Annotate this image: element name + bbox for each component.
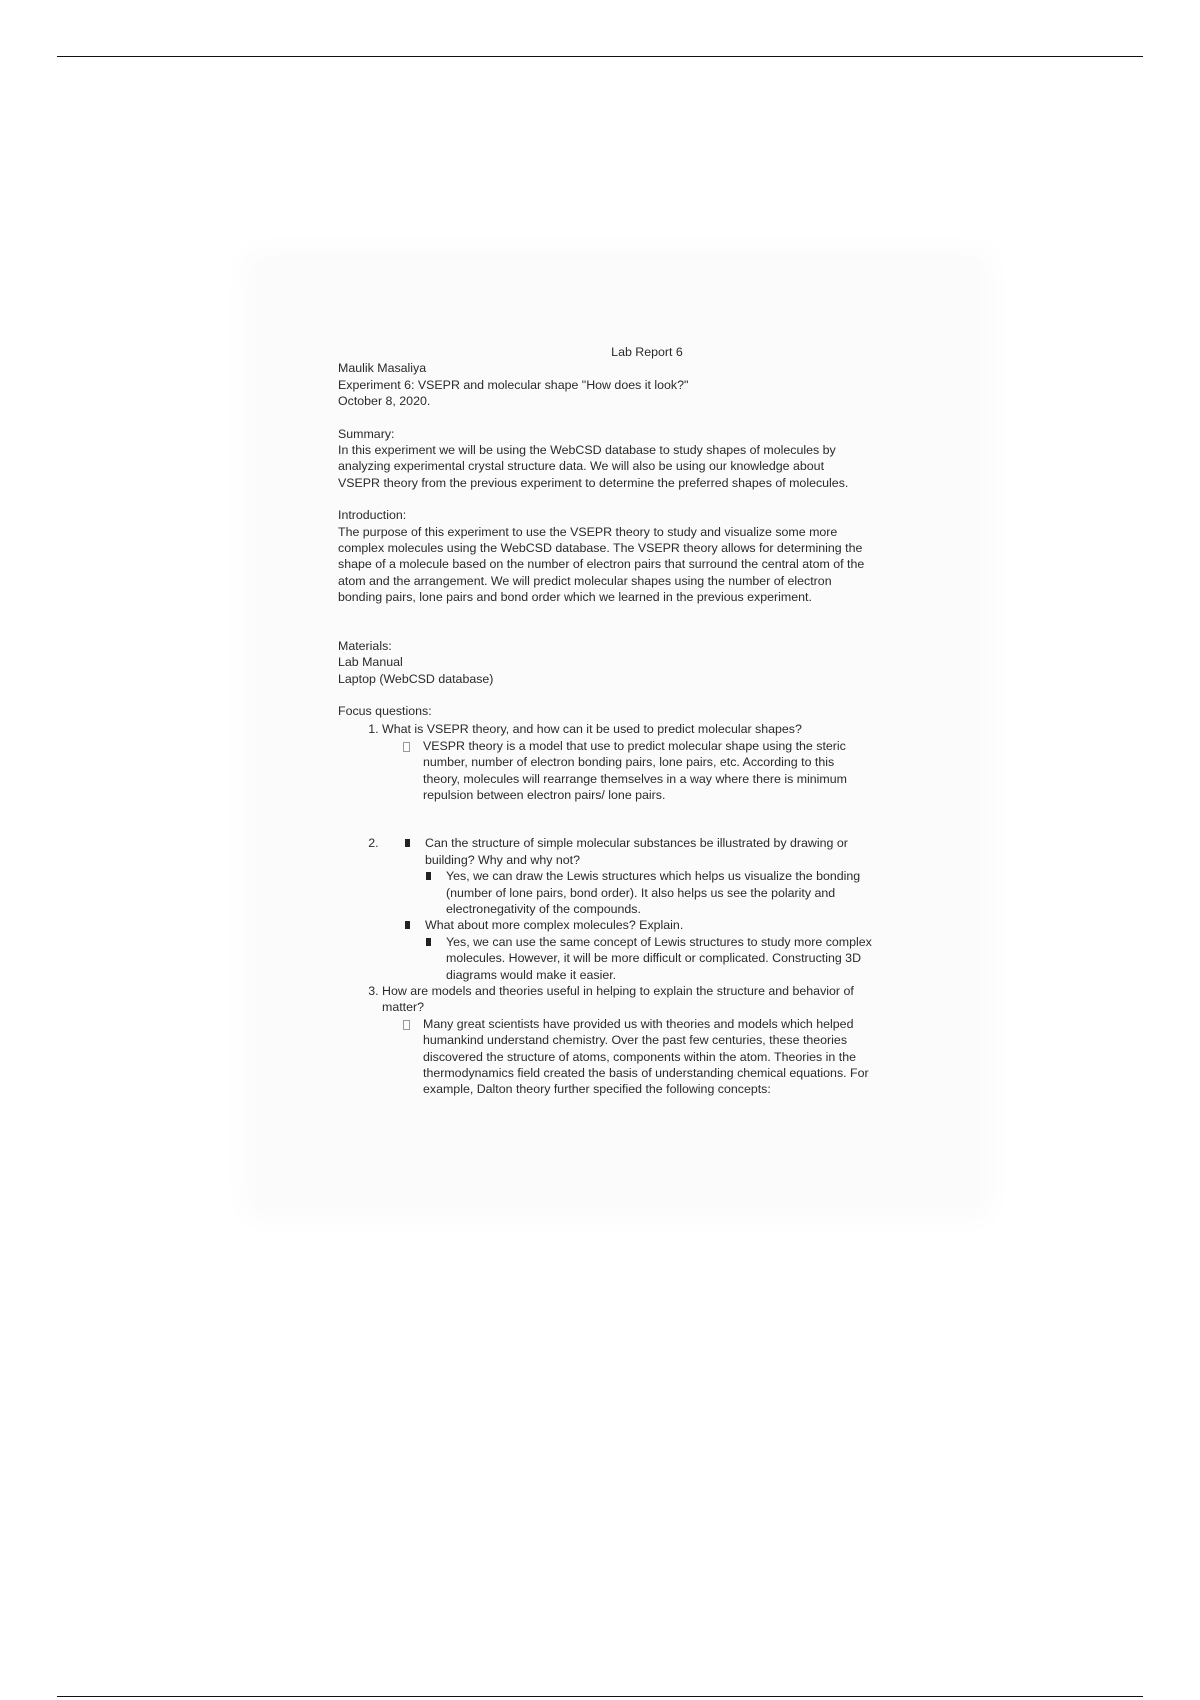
answer-line: humankind understand chemistry. Over the past few centuries, these theories	[423, 1033, 848, 1048]
focus-heading: Focus questions:	[338, 703, 432, 718]
answer-item	[382, 934, 956, 983]
materials-heading: Materials:	[338, 638, 392, 653]
summary-line: In this experiment we will be using the WebCSD database to study shapes of molecules by	[338, 443, 836, 458]
document-body	[338, 344, 956, 1098]
bullet-icon	[403, 1020, 410, 1030]
introduction-heading: Introduction:	[338, 508, 407, 523]
answer-line: (number of lone pairs, bond order). It also helps us see the polarity and	[446, 885, 836, 900]
summary-heading: Summary:	[338, 426, 395, 441]
focus-question-2	[382, 819, 956, 983]
answer-line: VESPR theory is a model that use to predict molecular shape using the steric	[423, 738, 846, 753]
answer-item	[382, 868, 956, 917]
answer-line: Yes, we can use the same concept of Lewis structures to study more complex	[446, 934, 872, 949]
answer-line: Yes, we can draw the Lewis structures which helps us visualize the bonding	[446, 869, 861, 884]
answer-line: diagrams would make it easier.	[446, 967, 617, 982]
sub-question	[382, 835, 956, 917]
introduction-line: atom and the arrangement. We will predict molecular shapes using the number of electron	[338, 573, 832, 588]
question-text: What is VSEPR theory, and how can it be used to predict molecular shapes?	[382, 722, 802, 737]
bullet-icon	[426, 872, 431, 880]
answer-line: repulsion between electron pairs/ lone pairs.	[423, 787, 666, 802]
introduction-line: complex molecules using the WebCSD database. The VSEPR theory allows for determining the	[338, 541, 863, 556]
answer-line: example, Dalton theory further specified the following concepts:	[423, 1082, 771, 1097]
report-date: October 8, 2020.	[338, 394, 431, 409]
bullet-icon	[426, 938, 431, 946]
answer-line: molecules. However, it will be more difficult or complicated. Constructing 3D	[446, 951, 862, 966]
answer-line: thermodynamics field created the basis of understanding chemical equations. For	[423, 1066, 869, 1081]
focus-questions-list	[338, 721, 956, 1098]
question-line: matter?	[382, 1000, 425, 1015]
answer-line: Many great scientists have provided us with theories and models which helped	[423, 1016, 854, 1031]
materials-item: Lab Manual	[338, 655, 403, 670]
answer-item	[380, 738, 956, 804]
top-rule	[57, 56, 1143, 57]
sub-question-line: Can the structure of simple molecular substances be illustrated by drawing or	[425, 836, 848, 851]
materials-item: Laptop (WebCSD database)	[338, 671, 494, 686]
sub-question-line: building? Why and why not?	[425, 852, 580, 867]
answer-line: electronegativity of the compounds.	[446, 901, 641, 916]
introduction-line: shape of a molecule based on the number of electron pairs that surround the central atom of the	[338, 557, 865, 572]
experiment-title: Experiment 6: VSEPR and molecular shape "How does it look?"	[338, 377, 689, 392]
focus-question-1	[382, 721, 956, 803]
document-title: Lab Report 6	[611, 345, 683, 359]
author-name: Maulik Masaliya	[338, 361, 427, 376]
question-line: How are models and theories useful in helping to explain the structure and behavior of	[382, 984, 854, 998]
answer-line: discovered the structure of atoms, components within the atom. Theories in the	[423, 1049, 856, 1064]
bottom-rule	[57, 1696, 1143, 1697]
answer-item	[380, 1016, 956, 1098]
focus-question-3	[382, 983, 956, 1098]
summary-line: VSEPR theory from the previous experiment to determine the preferred shapes of molecules.	[338, 475, 849, 490]
bullet-icon	[405, 921, 410, 929]
bullet-icon	[403, 742, 410, 752]
answer-line: number, number of electron bonding pairs, lone pairs, etc. According to this	[423, 755, 835, 770]
bullet-icon	[405, 839, 410, 847]
introduction-line: The purpose of this experiment to use the VSEPR theory to study and visualize some more	[338, 524, 838, 539]
introduction-line: bonding pairs, lone pairs and bond order which we learned in the previous experiment.	[338, 590, 812, 605]
summary-line: analyzing experimental crystal structure data. We will also be using our knowledge about	[338, 459, 825, 474]
answer-line: theory, molecules will rearrange themselves in a way where there is minimum	[423, 771, 847, 786]
sub-question	[382, 917, 956, 983]
sub-question-line: What about more complex molecules? Explain.	[425, 918, 684, 933]
